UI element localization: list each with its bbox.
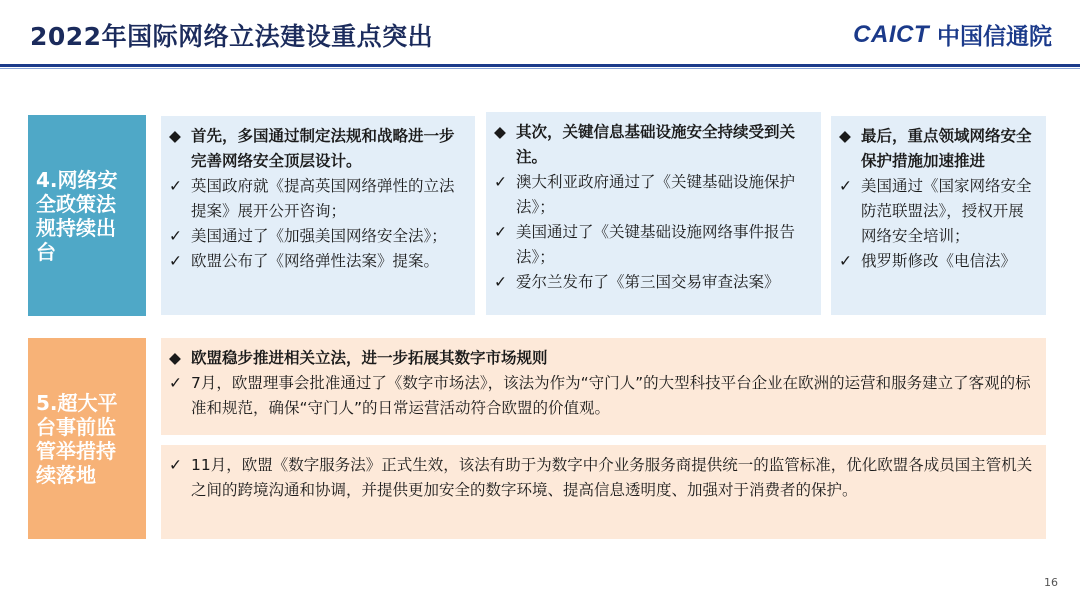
check-icon: ✓ — [169, 374, 182, 392]
list-item — [494, 220, 813, 270]
check-icon: ✓ — [839, 252, 852, 270]
check-icon: ✓ — [169, 227, 182, 245]
logo-chinese: 中国信通院 — [937, 24, 1052, 50]
header-divider — [0, 64, 1080, 67]
column1-heading-text: ，多国通过制定法规和战略进一步完善网络安全顶层设计。 — [191, 127, 455, 170]
list-item-text: 7月，欧盟理事会批准通过了《数字市场法》，该法为作为“守门人”的大型科技平台企业在欧洲的运营和服务建立了客观的标准和规范，确保“守门人”的日常运营活动符合欧盟的价值观。 — [191, 374, 1031, 417]
check-icon: ✓ — [494, 173, 507, 191]
header-divider-thin — [0, 68, 1080, 69]
section4-column-1 — [161, 116, 475, 315]
diamond-icon: ◆ — [169, 349, 181, 367]
section5-box-2 — [161, 445, 1046, 539]
section4-column-3 — [831, 116, 1046, 315]
check-icon: ✓ — [494, 223, 507, 241]
section4-column-2 — [486, 112, 821, 315]
column2-heading — [494, 120, 813, 170]
list-item — [169, 249, 467, 274]
diamond-icon: ◆ — [839, 127, 851, 145]
column2-heading-bold: 其次 — [516, 123, 548, 141]
column2-heading-text: ，关键信息基础设施安全持续受到关注。 — [516, 123, 796, 166]
list-item-text: 美国通过《国家网络安全防范联盟法》，授权开展网络安全培训； — [861, 177, 1032, 245]
list-item — [169, 224, 467, 249]
page-title: 2022年国际网络立法建设重点突出 — [30, 22, 434, 51]
column3-heading-bold: 最后 — [861, 127, 893, 145]
list-item — [494, 270, 813, 295]
page-number: 16 — [1044, 576, 1058, 589]
check-icon: ✓ — [839, 177, 852, 195]
list-item — [494, 170, 813, 220]
list-item — [839, 249, 1038, 274]
diamond-icon: ◆ — [494, 123, 506, 141]
diamond-icon: ◆ — [169, 127, 181, 145]
list-item-text: 美国通过了《加强美国网络安全法》； — [191, 227, 447, 245]
list-item-text: 澳大利亚政府通过了《关键基础设施保护法》； — [516, 173, 796, 216]
check-icon: ✓ — [169, 456, 182, 474]
section4-label-text: 4.网络安全政策法规持续出台 — [36, 167, 118, 264]
list-item-text: 爱尔兰发布了《第三国交易审查法案》 — [516, 273, 780, 291]
column1-heading-bold: 首先 — [191, 127, 223, 145]
list-item — [839, 174, 1038, 249]
list-item-text: 美国通过了《关键基础设施网络事件报告法》； — [516, 223, 796, 266]
column3-heading — [839, 124, 1038, 174]
check-icon: ✓ — [494, 273, 507, 291]
list-item — [169, 453, 1038, 503]
list-item — [169, 174, 467, 224]
section5-label — [28, 338, 146, 539]
section5-label-text: 5.超大平台事前监管举措持续落地 — [36, 390, 118, 487]
section5-heading — [169, 346, 1038, 371]
section5-box-1 — [161, 338, 1046, 435]
section4-label — [28, 115, 146, 316]
list-item — [169, 371, 1038, 421]
caict-logo — [853, 18, 1052, 51]
check-icon: ✓ — [169, 177, 182, 195]
list-item-text: 11月，欧盟《数字服务法》正式生效，该法有助于为数字中介业务服务商提供统一的监管标准，优化欧盟各成员国主管机关之间的跨境沟通和协调，并提供更加安全的数字环境、提高信息透明度、加强对于消费者的保护。 — [191, 456, 1033, 499]
logo-english: CAICT — [853, 20, 929, 48]
section5-heading-text: 欧盟稳步推进相关立法，进一步拓展其数字市场规则 — [191, 349, 548, 367]
list-item-text: 俄罗斯修改《电信法》 — [861, 252, 1017, 270]
column3-heading-text: ，重点领域网络安全保护措施加速推进 — [861, 127, 1032, 170]
check-icon: ✓ — [169, 252, 182, 270]
list-item-text: 英国政府就《提高英国网络弹性的立法提案》展开公开咨询； — [191, 177, 455, 220]
column1-heading — [169, 124, 467, 174]
list-item-text: 欧盟公布了《网络弹性法案》提案。 — [191, 252, 440, 270]
